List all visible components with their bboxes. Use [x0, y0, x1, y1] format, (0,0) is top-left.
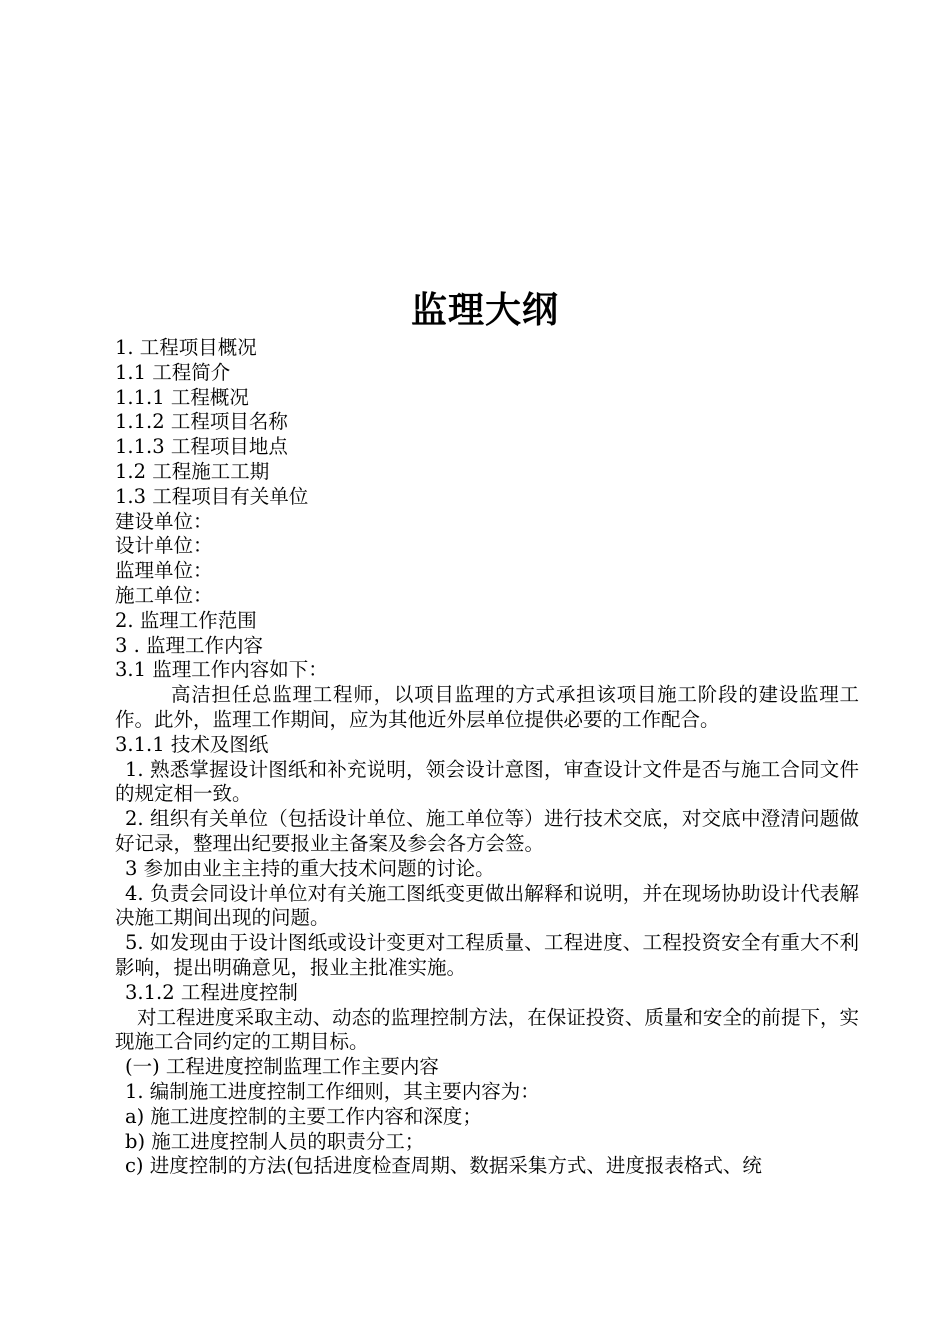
heading-3: 3 . 监理工作内容 [115, 633, 264, 657]
field-supervision-unit: 监理单位： [115, 559, 213, 583]
heading-3-1-1: 3.1.1 技术及图纸 [115, 732, 269, 756]
heading-1-1-3: 1.1.3 工程项目地点 [115, 435, 288, 459]
heading-1-1-1: 1.1.1 工程概况 [115, 385, 249, 409]
subheading-progress-content: (一) 工程进度控制监理工作主要内容 [125, 1055, 439, 1079]
heading-1-3: 1.3 工程项目有关单位 [115, 484, 309, 508]
document-title: 监理大纲 [410, 290, 559, 331]
heading-1-2: 1.2 工程施工工期 [115, 459, 270, 483]
paragraph-progress: 对工程进度采取主动、动态的监理控制方法，在保证投资、质量和安全的前提下，实现施工合同约定的工期目标。 [115, 1005, 859, 1054]
document-body [115, 336, 859, 1179]
list-item-4: 4. 负责会同设计单位对有关施工图纸变更做出解释和说明，并在现场协助设计代表解决施工期间出现的问题。 [115, 881, 859, 930]
list-item-5: 5. 如发现由于设计图纸或设计变更对工程质量、工程进度、工程投资安全有重大不利影响，提出明确意见，报业主批准实施。 [115, 931, 859, 979]
list-item-3: 3 参加由业主主持的重大技术问题的讨论。 [125, 856, 495, 880]
heading-1-1: 1.1 工程简介 [115, 360, 231, 384]
list-item-2: 2. 组织有关单位（包括设计单位、施工单位等）进行技术交底，对交底中澄清问题做好记录，整理出纪要报业主备案及参会各方会签。 [115, 807, 859, 855]
heading-3-1: 3.1 监理工作内容如下： [115, 658, 328, 682]
sub-item-a: a) 施工进度控制的主要工作内容和深度； [125, 1104, 482, 1128]
paragraph-main: 高洁担任总监理工程师，以项目监理的方式承担该项目施工阶段的建设监理工作。此外，监理工作期间，应为其他近外层单位提供必要的工作配合。 [115, 683, 859, 731]
field-design-unit: 设计单位： [115, 534, 213, 558]
sub-item-1: 1. 编制施工进度控制工作细则，其主要内容为： [125, 1079, 540, 1103]
heading-2: 2. 监理工作范围 [115, 608, 257, 632]
list-item-1: 1. 熟悉掌握设计图纸和补充说明，领会设计意图，审查设计文件是否与施工合同文件的规定相一致。 [115, 757, 859, 806]
heading-3-1-2: 3.1.2 工程进度控制 [125, 980, 298, 1004]
field-contractor-unit: 施工单位： [115, 583, 213, 607]
heading-1: 1. 工程项目概况 [115, 336, 257, 359]
sub-item-c: c) 进度控制的方法(包括进度检查周期、数据采集方式、进度报表格式、统 [125, 1154, 762, 1178]
heading-1-1-2: 1.1.2 工程项目名称 [115, 410, 288, 434]
sub-item-b: b) 施工进度控制人员的职责分工； [125, 1129, 425, 1153]
field-construction-unit: 建设单位： [115, 509, 213, 533]
